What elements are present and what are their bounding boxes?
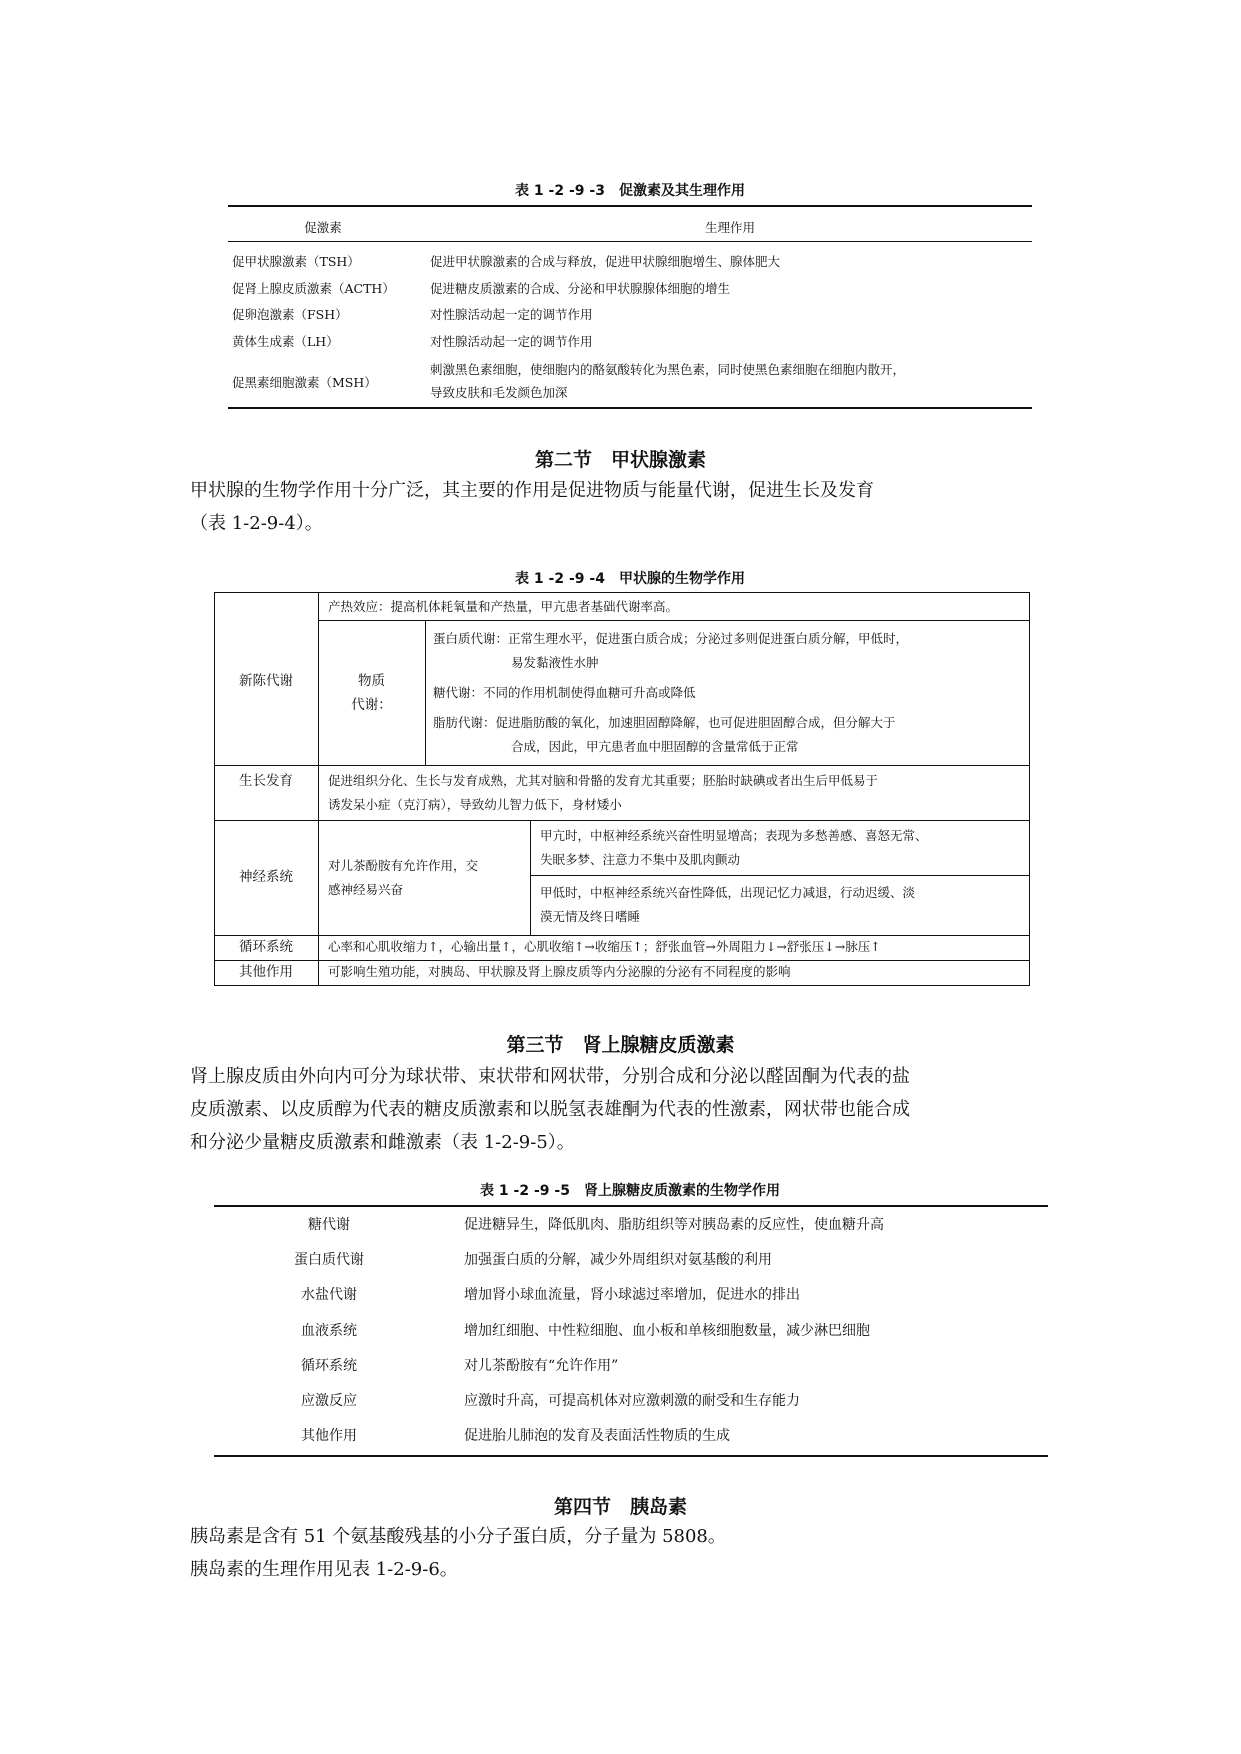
table4-hypo-text-cont: 漠无情及终日嗜睡 xyxy=(540,909,641,924)
table4-circulation-label: 循环系统 xyxy=(239,939,293,955)
table4-row-divider xyxy=(214,820,1030,821)
table5-caption: 表 1 -2 -9 -5 肾上腺糖皮质激素的生物学作用 xyxy=(480,1183,780,1199)
section4-paragraph-line: 胰岛素是含有 51 个氨基酸残基的小分子蛋白质，分子量为 5808。 xyxy=(190,1526,726,1547)
table5-row-label: 其他作用 xyxy=(301,1428,357,1444)
section3-paragraph-line: 和分泌少量糖皮质激素和雌激素（表 1-2-9-5）。 xyxy=(190,1132,575,1153)
section4-title: 第四节 胰岛素 xyxy=(553,1496,687,1518)
table4-heat-text: 产热效应：提高机体耗氧量和产热量，甲亢患者基础代谢率高。 xyxy=(328,599,679,614)
table3-row-name: 促肾上腺皮质激素（ACTH） xyxy=(232,281,395,296)
table4-hyper-text: 甲亢时，中枢神经系统兴奋性明显增高；表现为多愁善感、喜怒无常、 xyxy=(540,828,928,843)
table5-row-text: 增加红细胞、中性粒细胞、血小板和单核细胞数量，减少淋巴细胞 xyxy=(464,1323,870,1339)
table5-top-rule xyxy=(214,1205,1048,1207)
table3-row-effect-cont: 导致皮肤和毛发颜色加深 xyxy=(430,385,568,400)
table4-growth-label: 生长发育 xyxy=(239,773,293,789)
table5-row xyxy=(214,1284,1048,1310)
table5-row xyxy=(214,1214,1048,1240)
section2-paragraph-line: （表 1-2-9-4）。 xyxy=(190,513,323,534)
table3-row-effect: 刺激黑色素细胞，使细胞内的酪氨酸转化为黑色素，同时使黑色素细胞在细胞内散开， xyxy=(430,362,906,377)
table4-hypo-text: 甲低时，中枢神经系统兴奋性降低，出现记忆力减退，行动迟缓、淡 xyxy=(540,885,916,900)
table5-row-label: 血液系统 xyxy=(301,1323,357,1339)
table5-row xyxy=(214,1425,1048,1451)
table4-nervous-divider xyxy=(530,820,531,935)
table3-row-effect: 对性腺活动起一定的调节作用 xyxy=(430,307,593,322)
table5-row-label: 循环系统 xyxy=(301,1358,357,1374)
table4-substance-divider xyxy=(425,620,426,765)
table3-header-effect: 生理作用 xyxy=(704,220,755,235)
table5-row xyxy=(214,1355,1048,1381)
table4-growth-text-cont: 诱发呆小症（克汀病），导致幼儿智力低下，身材矮小 xyxy=(328,797,622,812)
table5-row xyxy=(214,1249,1048,1275)
table4-nervous-left: 对儿茶酚胺有允许作用，交 xyxy=(328,858,479,873)
table5-row xyxy=(214,1390,1048,1416)
table4-fat-text-cont: 合成，因此，甲亢患者血中胆固醇的含量常低于正常 xyxy=(511,739,799,754)
table5-row-label: 水盐代谢 xyxy=(301,1287,357,1303)
table5-row xyxy=(214,1320,1048,1346)
table4-other-text: 可影响生殖功能，对胰岛、甲状腺及肾上腺皮质等内分泌腺的分泌有不同程度的影响 xyxy=(328,964,791,979)
table4-substance-label-2: 代谢： xyxy=(351,697,392,713)
table4-fat-text: 脂肪代谢：促进脂肪酸的氧化，加速胆固醇降解，也可促进胆固醇合成，但分解大于 xyxy=(433,715,896,730)
table5-row-text: 加强蛋白质的分解，减少外周组织对氨基酸的利用 xyxy=(464,1252,772,1268)
table5-row-label: 应激反应 xyxy=(301,1393,357,1409)
table3-row-effect: 对性腺活动起一定的调节作用 xyxy=(430,334,593,349)
table3-row-name: 黄体生成素（LH） xyxy=(232,334,339,349)
table3-top-rule xyxy=(228,205,1032,207)
table4-hyper-text-cont: 失眠多梦、注意力不集中及肌肉颤动 xyxy=(540,852,741,867)
table4-metabolism-label: 新陈代谢 xyxy=(239,673,293,689)
table4-other-label: 其他作用 xyxy=(239,964,293,980)
table5-row-label: 蛋白质代谢 xyxy=(294,1252,364,1268)
table3-row-effect: 促进糖皮质激素的合成、分泌和甲状腺腺体细胞的增生 xyxy=(430,281,731,296)
table4-nervous-left-cont: 感神经易兴奋 xyxy=(328,882,404,897)
table4-growth-text: 促进组织分化、生长与发育成熟，尤其对脑和骨骼的发育尤其重要；胚胎时缺碘或者出生后甲低易于 xyxy=(328,773,879,788)
table4-caption: 表 1 -2 -9 -4 甲状腺的生物学作用 xyxy=(515,571,745,587)
table5-row-text: 促进糖异生，降低肌肉、脂肪组织等对胰岛素的反应性，使血糖升高 xyxy=(464,1217,884,1233)
section2-paragraph-line: 甲状腺的生物学作用十分广泛，其主要的作用是促进物质与能量代谢，促进生长及发育 xyxy=(190,480,874,501)
table3-row-name: 促黑素细胞激素（MSH） xyxy=(232,375,377,390)
table5-row-text: 对儿茶酚胺有“允许作用” xyxy=(464,1358,619,1374)
table5-row-text: 应激时升高，可提高机体对应激刺激的耐受和生存能力 xyxy=(464,1393,800,1409)
table4-row-divider xyxy=(214,765,1030,766)
table4-protein-text-cont: 易发黏液性水肿 xyxy=(511,655,599,670)
table5-row-label: 糖代谢 xyxy=(308,1217,350,1233)
table4-sugar-text: 糖代谢：不同的作用机制使得血糖可升高或降低 xyxy=(433,685,696,700)
section2-title: 第二节 甲状腺激素 xyxy=(534,449,706,471)
table5-row-text: 促进胎儿肺泡的发育及表面活性物质的生成 xyxy=(464,1428,730,1444)
section4-paragraph-line: 胰岛素的生理作用见表 1-2-9-6。 xyxy=(190,1559,458,1580)
table3-row-effect: 促进甲状腺激素的合成与释放，促进甲状腺细胞增生、腺体肥大 xyxy=(430,254,781,269)
table4-substance-label: 物质 xyxy=(358,673,385,689)
table4-circulation-text: 心率和心肌收缩力↑，心输出量↑，心肌收缩↑→收缩压↑；舒张血管→外周阻力↓→舒张压↓→脉压↑ xyxy=(328,939,881,954)
table3-header-rule xyxy=(228,241,1032,242)
section3-paragraph-line: 肾上腺皮质由外向内可分为球状带、束状带和网状带，分别合成和分泌以醛固酮为代表的盐 xyxy=(190,1066,910,1087)
section3-title: 第三节 肾上腺糖皮质激素 xyxy=(506,1034,735,1056)
table4-protein-text: 蛋白质代谢：正常生理水平，促进蛋白质合成；分泌过多则促进蛋白质分解，甲低时， xyxy=(433,631,909,646)
table4-nervous-label: 神经系统 xyxy=(239,869,293,885)
table3-header-hormone: 促激素 xyxy=(304,220,342,235)
table4-nervous-hdivider xyxy=(530,875,1030,876)
section3-paragraph-line: 皮质激素、以皮质醇为代表的糖皮质激素和以脱氢表雄酮为代表的性激素，网状带也能合成 xyxy=(190,1099,910,1120)
table4-col-divider xyxy=(318,592,319,986)
table5-row-text: 增加肾小球血流量，肾小球滤过率增加，促进水的排出 xyxy=(464,1287,800,1303)
table3-bottom-rule xyxy=(228,407,1032,409)
table3-row-name: 促甲状腺激素（TSH） xyxy=(232,254,360,269)
table5-bottom-rule xyxy=(214,1455,1048,1457)
table3-row-name: 促卵泡激素（FSH） xyxy=(232,307,348,322)
table3-caption: 表 1 -2 -9 -3 促激素及其生理作用 xyxy=(515,183,745,199)
